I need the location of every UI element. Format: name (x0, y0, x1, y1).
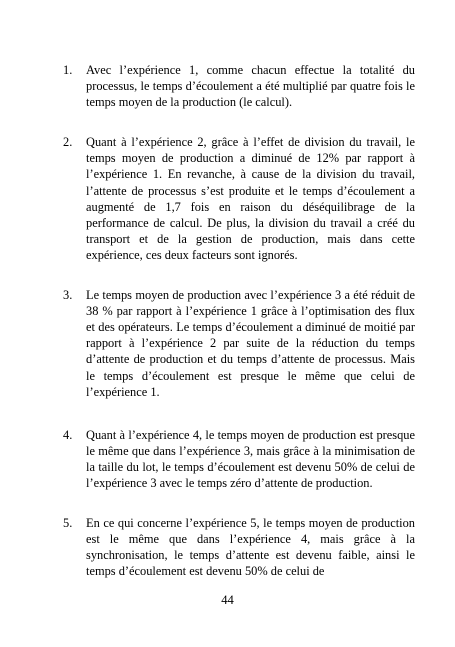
list-item-number: 4. (63, 427, 73, 442)
list-item-text: Avec l’expérience 1, comme chacun effectue la totalité du processus, le temps d’écoulement a été multiplié par quatre fois le temps moyen de la production (le calcul). (86, 63, 415, 110)
list-item-number: 5. (63, 516, 73, 531)
page-number: 44 (221, 593, 234, 607)
list-item-text: En ce qui concerne l’expérience 5, le temps moyen de production est le même que dans l’expérience 4, mais grâce à la synchronisation, le temps d’attente est devenu faible, ainsi le temps d’écoulement est devenu 50% de celui de (86, 516, 415, 579)
list-item-number: 1. (63, 63, 73, 77)
list-item-text: Quant à l’expérience 2, grâce à l’effet de division du travail, le temps moyen de production a diminué de 12% par rapport à l’expérience 1. En revanche, à cause de la division du travail, l’attente de processus s’est produite et le temps d’écoulement a augmenté de 1,7 fois en raison du déséquilibrage de la performance de calcul. De plus, la division du travail a créé du transport et de la gestion de production, mais dans cette expérience, ces deux facteurs sont ignorés. (86, 135, 415, 262)
list-item (63, 62, 415, 110)
numbered-list (63, 62, 415, 603)
list-item-number: 2. (63, 135, 73, 150)
list-item-number: 3. (63, 288, 73, 303)
list-item (63, 134, 415, 263)
list-item (63, 515, 415, 579)
list-item (63, 287, 415, 400)
list-item-text: Quant à l’expérience 4, le temps moyen de production est presque le même que dans l’expérience 3, mais grâce à la minimisation de la taille du lot, le temps d’écoulement est devenu 50% de celui de l’expérience 3 avec le temps zéro d’attente de production. (86, 427, 415, 490)
list-item (63, 427, 415, 491)
list-item-text: Le temps moyen de production avec l’expérience 3 a été réduit de 38 % par rapport à l’expérience 1 grâce à l’optimisation des flux et des opérateurs. Le temps d’écoulement a diminué de moitié par rapport à l’expérience 2 par suite de la réduction du temps d’attente de production et du temps d’attente de processus. Mais le temps d’écoulement est presque le même que celui de l’expérience 1. (86, 288, 415, 399)
